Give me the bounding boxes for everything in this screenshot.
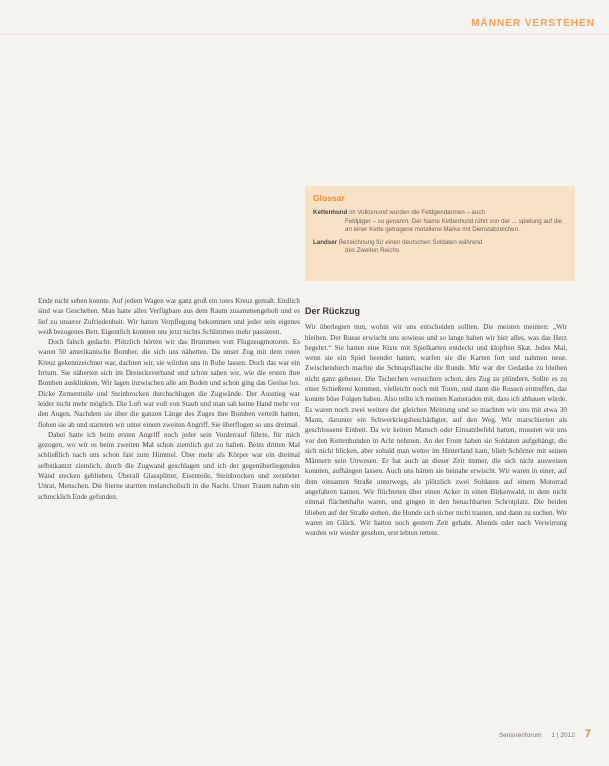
glossar-title: Glossar xyxy=(313,193,345,203)
article-paragraph: Wir überlegten nun, wohin wir uns entscheiden sollten. Die meisten meinten: „Wir bleiben. Der Russe erwischt uns sowieso und so lange haben wir hier alles, was das Herz begehrt.“ Sie hatten eine Kiste mit Spielkarten entdeckt und klopften Skat. Jedes Mal, wenn sie ein Spiel beendet hatten, warfen sie die Karten fort und nahmen neue. Zwischendurch machte die Schnapsflasche die Runde. Mir war der Gedanke zu bleiben nicht ganz geheuer. Die Tschechen versuchten schon, den Zug zu plündern. Sollte es zu einer Schießerei kommen, vielleicht noch mit Toten, und dann die Russen eintreffen, das konnte böse Folgen haben. Also teilte ich meinen Kameraden mit, dass ich abhauen würde. Es waren noch zwei weitere der gleichen Meinung und so machten wir uns mit etwa 30 Mann, darunter ein Schwerkriegsbeschädigter, auf den Weg. Wir marschierten als geschlossene Einheit. Da wir keinen Mansch oder Einsatzbefehl hatten, mussten wir uns vor den Kettenhunden in Acht nehmen. An der Front haben sie Soldaten aufgehängt, die sich nicht blicken, aber sobald man weiter im Hinterland kam, blieb Schörner mit seinen Männern sein Unwesen. Er hat auch an dieser Zeit immer, die sich nicht ausweisen konnten, aufhängen lassen. Auch uns hätten sie beinahe erwischt. Wir waren in einer, auf dem einsamen Straße unterwegs, als plötzlich zwei Soldaten auf einem Motorrad angefahren kamen. Wir flüchteten über einen Acker in einen Birkenwald, in dem nicht einmal flächenhafte waren, und gingen in den benachbarten Schrotplatz. Die beiden blieben auf der Straße stehen, die Hunde sich sicher nicht trauten, und dann zu suchen. Wir waren im Glück. Wir hatten noch gestern Zeit gehabt. Abends oder nach Verwirrung wurden wir wieder gesehen, erst lebten rettete. xyxy=(305,323,567,538)
article-paragraph: Ende nicht sehen konnte. Auf jedem Wagen war ganz groß ein rotes Kreuz gemalt. Endlich sind was Geschehen. Man hatte alles Verfügbare aus dem Raum zusammengeholt und es lief zu unserer Zufriedenheit. Wir hatten Verpflegung bekommen und jeder sein eigenes weiß bezogenes Bett. Eigentlich konnten uns jetzt nichts Schlimmes mehr passieren. xyxy=(38,297,300,336)
glossar-entry-kettenhund xyxy=(313,209,567,235)
glossar-definition-cont: des Zweiten Reichs. xyxy=(345,247,401,255)
glossar-term: Landser xyxy=(313,238,338,246)
glossar-definition: im Volksmund wurden die Feldgendarmen – auch xyxy=(349,209,485,216)
article-paragraph: Doch falsch gedacht. Plötzlich hörten wir das Brummen von Flugzeugmotoren. Es waren 50 amerikanische Bomber, die sich uns näherten. Da unser Zug mit dem roten Kreuz gekennzeichnet war, dachten wir, sie würden uns in Ruhe lassen. Doch das war ein Irrtum. Sie näherten sich im Dreiecksverband und schon sahen wir, wie die ersten ihre Bomben ausklinkten. Wir lagen inzwischen alle am Boden und schon ging das Getöse los. Dicke Zementteile und Steinbrocken durchschlugen die Zugwände. Der Ausstieg war leider nicht mehr möglich. Die Luft war voll von Staub und man sah keine Hand mehr vor den Augen. Nachdem sie über die ganzen Länge des Zuges ihre Bomben verteilt hatten, flohen sie ab und starteten wir unter einem zweiten Angriff. Sie überflogen so uns dreimal. xyxy=(38,338,300,429)
header-divider xyxy=(0,34,609,35)
article-column-left xyxy=(38,296,300,502)
issue-number: 1 | 2012 xyxy=(551,732,575,739)
page-number: 7 xyxy=(584,728,591,740)
glossar-entry-landser xyxy=(313,239,567,256)
section-header: MÄNNER VERSTEHEN xyxy=(471,18,595,29)
glossar-box xyxy=(305,186,575,281)
article-column-right xyxy=(305,296,567,539)
article-paragraph: Dabei hatte ich beim ersten Angriff noch jeder sein Vorderrauf führte, für mich gezogen, wo wir es beim zweiten Mal schon ziemlich gut zu halten. Beim dritten Mal schließlich nach uns schon fast zum Himmel. Über mehr als Körper war ein dreimal selbstkantzt ziemlich, durch die Zugwand geschlagen und ich der gegenüberliegenden Wand stecken geblieben. Überall Glassplitter, Eisenteile, Steinbrocken und zerstörter Unrat, Menschen. Die Sterne starrten melancholisch in die Nacht. Unser Traum nahm ein schrecklich Ende gefunden. xyxy=(38,430,300,501)
glossar-term: Kettenhund xyxy=(313,209,348,216)
glossar-definition-cont: Feldjäger – so genannt. Der Name Kettenhund rührt von der ... spielung auf die an einer Kette getragene metallene Marke mit Dienstabzeichen. xyxy=(345,217,563,234)
section-heading: Der Rückzug xyxy=(305,306,361,316)
magazine-name: Seniorenforum xyxy=(498,732,542,739)
page-footer xyxy=(499,728,591,740)
glossar-definition: Bezeichnung für einen deutschen Soldaten während xyxy=(338,238,483,246)
